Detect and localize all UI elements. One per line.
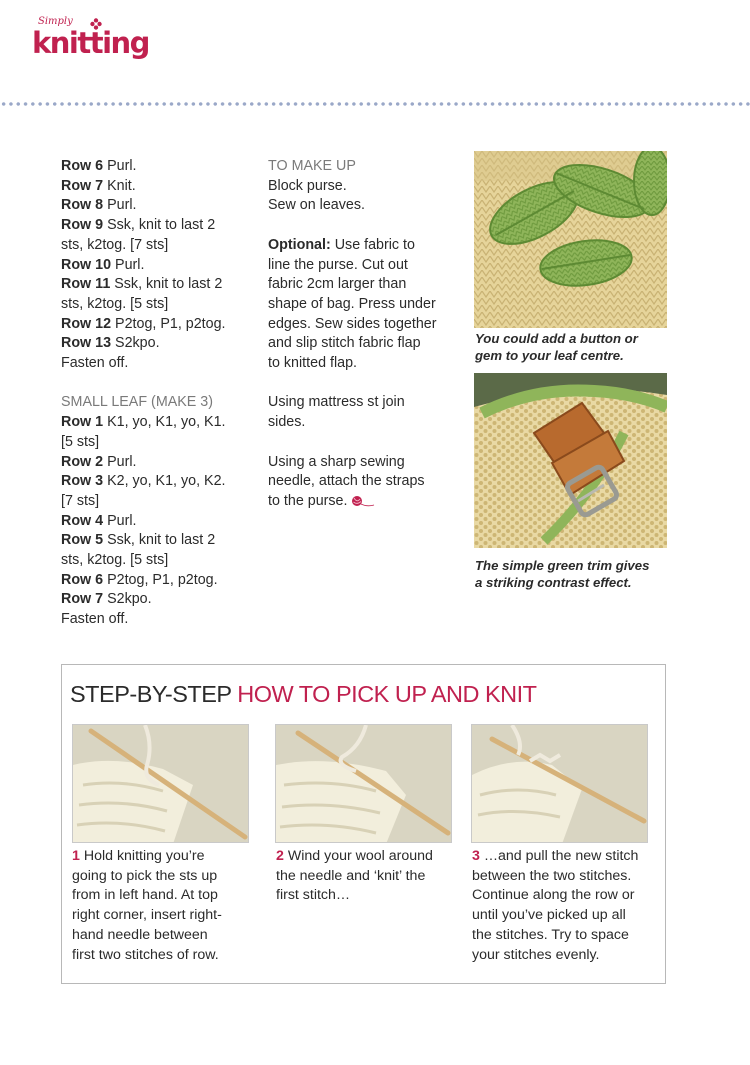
row-label: Row 12 xyxy=(61,315,112,332)
row-instruction: P2tog, P1, p2tog. xyxy=(111,315,226,332)
step-1-text: 1 Hold knitting you’re going to pick the sts up from in left hand. At top right corner, insert right- hand needle between first two stitches of row. xyxy=(72,848,222,963)
row-instruction: Ssk, knit to last 2 xyxy=(103,532,216,549)
optional-line: and slip stitch fabric flap xyxy=(268,335,421,352)
row-label: Row 7 xyxy=(61,591,104,608)
small-leaf-heading: SMALL LEAF (MAKE 3) xyxy=(61,394,214,411)
large-leaf-rows xyxy=(61,157,256,374)
pattern-column-left xyxy=(61,157,256,630)
make-up-heading: TO MAKE UP xyxy=(268,158,356,174)
sew-leaves-line: Sew on leaves. xyxy=(268,197,365,214)
row-instruction: P2tog, P1, p2tog. xyxy=(103,571,218,588)
row-instruction: K2, yo, K1, yo, K2. xyxy=(103,473,226,490)
row-instruction: Fasten off. xyxy=(61,355,129,372)
logo-simply-text: Simply xyxy=(38,16,73,27)
row-instruction: Purl. xyxy=(103,512,137,529)
pattern-row-line xyxy=(61,256,256,276)
logo-knitting-text: knitting xyxy=(32,26,149,60)
block-purse-line: Block purse. xyxy=(268,177,347,194)
step-3-photo xyxy=(471,724,648,843)
row-label: Row 7 xyxy=(61,177,104,194)
optional-line: shape of bag. Press under xyxy=(268,295,436,312)
step-number: 1 xyxy=(72,848,80,864)
row-instruction: Knit. xyxy=(103,177,136,194)
row-instruction: sts, k2tog. [5 sts] xyxy=(61,552,169,569)
pattern-row-line xyxy=(61,216,256,236)
row-instruction: Purl. xyxy=(103,453,137,470)
optional-line: fabric 2cm larger than xyxy=(268,276,407,293)
pattern-row-line xyxy=(61,236,256,256)
row-label: Row 8 xyxy=(61,197,104,214)
row-label: Row 4 xyxy=(61,512,104,529)
sewing-line: to the purse. xyxy=(268,492,463,512)
row-instruction: sts, k2tog. [7 sts] xyxy=(61,236,169,253)
row-label: Row 3 xyxy=(61,473,104,490)
photo-caption-1: You could add a button or gem to your leaf centre. xyxy=(475,331,638,363)
row-instruction: Purl. xyxy=(103,197,137,214)
photo-caption-2: The simple green trim gives a striking contrast effect. xyxy=(475,558,650,590)
step-number: 3 xyxy=(472,848,480,864)
row-instruction: K1, yo, K1, yo, K1. xyxy=(103,414,226,431)
row-label: Row 10 xyxy=(61,256,112,273)
dotted-divider xyxy=(0,101,750,107)
pattern-row-line xyxy=(61,512,256,532)
leaf-purse-photo xyxy=(474,151,667,328)
pattern-row-line xyxy=(61,315,256,335)
pattern-row-line xyxy=(61,275,256,295)
optional-line: line the purse. Cut out xyxy=(268,256,408,273)
pattern-row-line xyxy=(61,453,256,473)
pattern-row-line xyxy=(61,531,256,551)
row-instruction: sts, k2tog. [5 sts] xyxy=(61,295,169,312)
pattern-row-line xyxy=(61,492,256,512)
yarn-ball-end-icon xyxy=(351,494,375,508)
row-instruction: S2kpo. xyxy=(103,591,152,608)
row-label: Row 11 xyxy=(61,276,111,293)
step-2-text: 2 Wind your wool around the needle and ‘knit’ the first stitch… xyxy=(276,848,433,904)
brand-logo xyxy=(32,16,152,60)
row-label: Row 5 xyxy=(61,532,104,549)
pattern-row-line xyxy=(61,177,256,197)
pattern-row-line xyxy=(61,413,256,433)
row-instruction: Purl. xyxy=(103,158,137,174)
row-instruction: Ssk, knit to last 2 xyxy=(110,276,223,293)
small-leaf-rows xyxy=(61,413,256,630)
pattern-row-line xyxy=(61,590,256,610)
pattern-row-line xyxy=(61,354,256,374)
step-by-step-title: STEP-BY-STEP HOW TO PICK UP AND KNIT xyxy=(70,681,537,707)
row-label: Row 9 xyxy=(61,217,104,234)
row-instruction: S2kpo. xyxy=(111,335,160,352)
pattern-row-line xyxy=(61,551,256,571)
step-3-text: 3 …and pull the new stitch between the two stitches. Continue along the row or until you’ve picked up all the stitches. Try to space your stitches evenly. xyxy=(472,848,639,963)
pattern-row-line xyxy=(61,157,256,177)
optional-label: Optional: xyxy=(268,236,331,253)
pattern-row-line xyxy=(61,295,256,315)
step-by-step-panel xyxy=(61,664,666,984)
pattern-row-line xyxy=(61,196,256,216)
row-label: Row 6 xyxy=(61,571,104,588)
pattern-row-line xyxy=(61,334,256,354)
sewing-line: needle, attach the straps xyxy=(268,473,425,490)
pattern-row-line xyxy=(61,610,256,630)
pattern-row-line xyxy=(61,433,256,453)
row-instruction: Purl. xyxy=(111,256,145,273)
mattress-line: sides. xyxy=(268,414,306,431)
optional-line: Optional: Use fabric to xyxy=(268,236,415,253)
step-1-photo xyxy=(72,724,249,843)
row-label: Row 2 xyxy=(61,453,104,470)
step-number: 2 xyxy=(276,848,284,864)
optional-line: to knitted flap. xyxy=(268,355,358,372)
pattern-column-middle xyxy=(268,157,463,512)
row-instruction: Ssk, knit to last 2 xyxy=(103,217,216,234)
buckle-strap-photo xyxy=(474,373,667,548)
optional-line: edges. Sew sides together xyxy=(268,315,437,332)
row-instruction: [7 sts] xyxy=(61,492,100,509)
row-instruction: Fasten off. xyxy=(61,611,129,628)
mattress-line: Using mattress st join xyxy=(268,394,405,411)
row-label: Row 13 xyxy=(61,335,112,352)
sewing-line: Using a sharp sewing xyxy=(268,453,405,470)
step-2-photo xyxy=(275,724,452,843)
row-label: Row 1 xyxy=(61,414,104,431)
row-label: Row 6 xyxy=(61,158,104,174)
pattern-row-line xyxy=(61,472,256,492)
pattern-row-line xyxy=(61,571,256,591)
row-instruction: [5 sts] xyxy=(61,433,100,450)
